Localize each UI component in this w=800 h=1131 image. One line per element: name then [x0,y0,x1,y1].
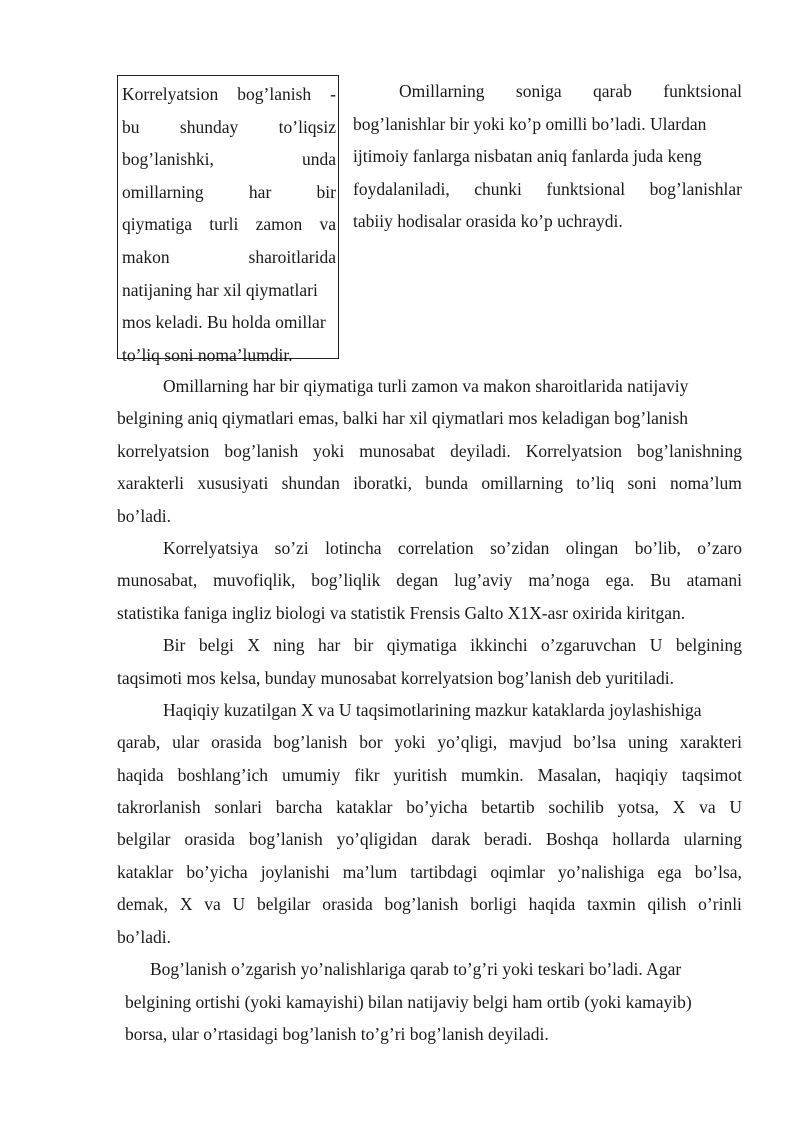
text-line [117,662,742,694]
word: Omillarning har bir qiymatiga turli zamon va makon sharoitlarida natijaviy [163,376,689,396]
word: yotsa, [617,797,659,818]
word: to’liqsiz [278,116,336,137]
word: Bu [650,570,671,591]
word: bu [122,116,140,137]
text-line [353,75,742,108]
word: yoki [313,440,345,461]
word: haqiqiy [615,764,668,785]
text-line [353,108,742,141]
text-line: Bog’lanish o’zgarish yo’nalishlariga qarab to’g’ri yoki teskari bo’ladi. Agar [150,959,682,979]
text-line [122,208,336,241]
word: funktsional [663,81,742,101]
word: taqsimoti mos kelsa, bunday munosabat korrelyatsion bog’lanish deb yuritiladi. [117,667,674,688]
word: haqida [528,894,576,915]
text-line [122,339,336,372]
word: yoki [394,732,426,753]
word: olingan [565,537,619,558]
word: bog’lanish [224,440,299,461]
word: bo’lsa, [694,861,742,882]
word: orasida [184,829,235,850]
word: - [330,84,336,104]
word: shunday [179,116,239,137]
word: deyiladi. [450,440,511,461]
word: Korrelyatsion [525,440,623,461]
word: o’zgaruvchan [541,635,637,656]
text-line [117,759,742,791]
paragraph [117,629,742,694]
word: munosabat [359,440,436,461]
word: bunda [425,473,469,494]
word: fikr [354,764,380,785]
paragraph [117,694,742,953]
word: orasida [211,732,262,753]
word: belgi [198,635,234,656]
word: xarakteri [679,732,742,753]
text-line [122,241,336,274]
text-line [117,467,742,499]
word: degan [396,570,439,591]
word: orasida [322,894,373,915]
word: turli [209,214,239,235]
word: U [232,894,246,915]
word: haqida [117,764,164,785]
text-line [117,532,742,564]
text-line [122,78,336,111]
word: Korrelyatsiya [163,537,259,558]
word: kataklar [117,861,174,882]
word: bog’lanish [248,829,323,850]
word: qiymatiga [122,214,192,235]
word: atamani [686,570,742,591]
text-line [117,791,742,823]
word: joylanishi [260,861,330,882]
word: shundan [281,473,340,494]
word: ular [172,732,200,753]
word: belgilar [117,829,171,850]
word: sharoitlarida [248,246,336,267]
word: unda [301,149,336,170]
word: sonlari [214,797,262,818]
paragraph [117,370,742,532]
word: belgining [675,635,742,656]
word: bog’lanishlar bir yoki ko’p omilli bo’ladi. Ulardan [353,113,707,134]
word: ularning [683,829,742,850]
word: yo’qligidan [336,829,418,850]
final-paragraph [117,953,747,1051]
word: soni [627,473,657,494]
text-line [122,111,336,144]
word: beradi. [483,829,533,850]
word: bog’lanish [384,894,459,915]
word: bo’ladi. [117,505,171,526]
paragraph [117,532,742,629]
word: barcha [275,797,323,818]
word: belgining aniq qiymatlari emas, balki har xil qiymatlari mos keladigan bog’lanish [117,408,689,429]
word: lug’aviy [454,570,513,591]
word: iboratki, [353,473,413,494]
word: taqsimot [681,764,742,785]
word: Haqiqiy kuzatilgan X va U taqsimotlarining mazkur kataklarda joylashishiga [163,699,702,720]
text-line: belgining ortishi (yoki kamayishi) bilan natijaviy belgi ham ortib (yoki kamayib) [125,991,692,1012]
word: X [179,894,193,915]
word: va [204,894,221,915]
text-line [117,856,742,888]
word: mumkin. [460,764,524,785]
text-line [117,921,742,953]
word: darak [431,829,471,850]
word: borligi [470,894,517,915]
word: o’rinli [698,894,742,915]
text-line [353,173,742,206]
word: bo’yicha [186,861,248,882]
side-paragraph [353,75,742,238]
text-line [353,140,742,173]
word: ega [657,861,682,882]
text-line [122,143,336,176]
word: har [318,635,341,656]
word: ega. [605,570,635,591]
word: bog’liqlik [311,570,381,591]
word: bog’lanishki, [122,149,214,170]
word: xarakterli [117,473,185,494]
text-line [117,435,742,467]
word: correlation [397,537,474,558]
word: oqimlar [490,861,545,882]
word: Masalan, [537,764,602,785]
word: X [672,797,686,818]
word: korrelyatsion [117,440,210,461]
word: bo’ladi. [117,926,171,947]
word: belgilar [256,894,311,915]
word: ma’lum [342,861,398,882]
word: uning [628,732,668,753]
text-line [117,823,742,855]
word: Korrelyatsion [122,84,219,104]
word: bog’lanish [237,84,312,104]
word: bog’lanishlar [649,178,742,199]
word: demak, [117,894,169,915]
word: xususiyati [197,473,269,494]
word: so’zidan [490,537,550,558]
text-line [122,176,336,209]
word: va [319,214,336,235]
text-line [117,629,742,661]
body-text [117,370,742,953]
word: kataklar [336,797,393,818]
word: har [248,181,272,202]
word: va [699,797,716,818]
word: bo’yicha [406,797,468,818]
word: mavjud [509,732,562,753]
word: muvofiqlik, [213,570,296,591]
word: mos keladi. Bu holda omillar [122,312,326,333]
text-line [117,726,742,758]
word: bog’lanish [273,732,348,753]
text-line [117,694,742,726]
word: taxmin [587,894,636,915]
word: soniga [515,81,562,101]
word: U [649,635,663,656]
word: ikkinchi [470,635,528,656]
word: qarab [593,81,632,101]
word: so’zi [274,537,309,558]
word: yo’qligi, [437,732,498,753]
word: U [729,797,742,818]
text-line [122,306,336,339]
word: tartibdagi [410,861,478,882]
word: omillarning [481,473,564,494]
word: ning [273,635,305,656]
word: betartib [481,797,535,818]
text-line [117,888,742,920]
word: qilish [647,894,687,915]
word: yuritish [393,764,447,785]
word: bo’lsa [573,732,617,753]
word: bor [359,732,383,753]
word: noma’lum [669,473,742,494]
word: ma’noga [528,570,590,591]
word: statistika faniga ingliz biologi va statistik Frensis Galto X1X-asr oxirida kiritgan. [117,602,686,623]
word: ijtimoiy fanlarga nisbatan aniq fanlarda juda keng [353,146,702,167]
definition-box [117,75,339,365]
word: X [247,635,260,656]
text-line [117,597,742,629]
word: Boshqa [546,829,599,850]
word: yo’nalishiga [557,861,645,882]
word: zamon [255,214,303,235]
word: foydalaniladi, [353,178,450,199]
word: umumiy [281,764,341,785]
text-line [117,402,742,434]
word: to’liq soni noma’lumdir. [122,344,293,365]
word: omillarning [122,181,204,202]
text-line [117,370,742,402]
word: Omillarning [399,81,485,101]
word: qiymatiga [386,635,457,656]
word: tabiiy hodisalar orasida ko’p uchraydi. [353,211,623,232]
word: to’liq [576,473,615,494]
word: funktsional [546,178,626,199]
word: Bir [163,635,186,656]
word: bog’lanishning [636,440,742,461]
word: sochilib [548,797,604,818]
word: bir [353,635,374,656]
text-line [122,274,336,307]
word: chunki [474,178,522,199]
word: makon [122,246,170,267]
word: takrorlanish [117,797,201,818]
word: munosabat, [117,570,198,591]
word: qarab, [117,732,161,753]
word: lotincha [325,537,382,558]
word: hollarda [612,829,670,850]
text-line [117,564,742,596]
text-line [117,500,742,532]
word: bo’lib, [634,537,681,558]
word: o’zaro [697,537,742,558]
word: natijaning har xil qiymatlari [122,279,318,300]
word: boshlang’ich [177,764,269,785]
text-line: borsa, ular o’rtasidagi bog’lanish to’g’ri bog’lanish deyiladi. [125,1024,549,1045]
text-line [353,205,742,238]
word: bir [316,181,336,202]
